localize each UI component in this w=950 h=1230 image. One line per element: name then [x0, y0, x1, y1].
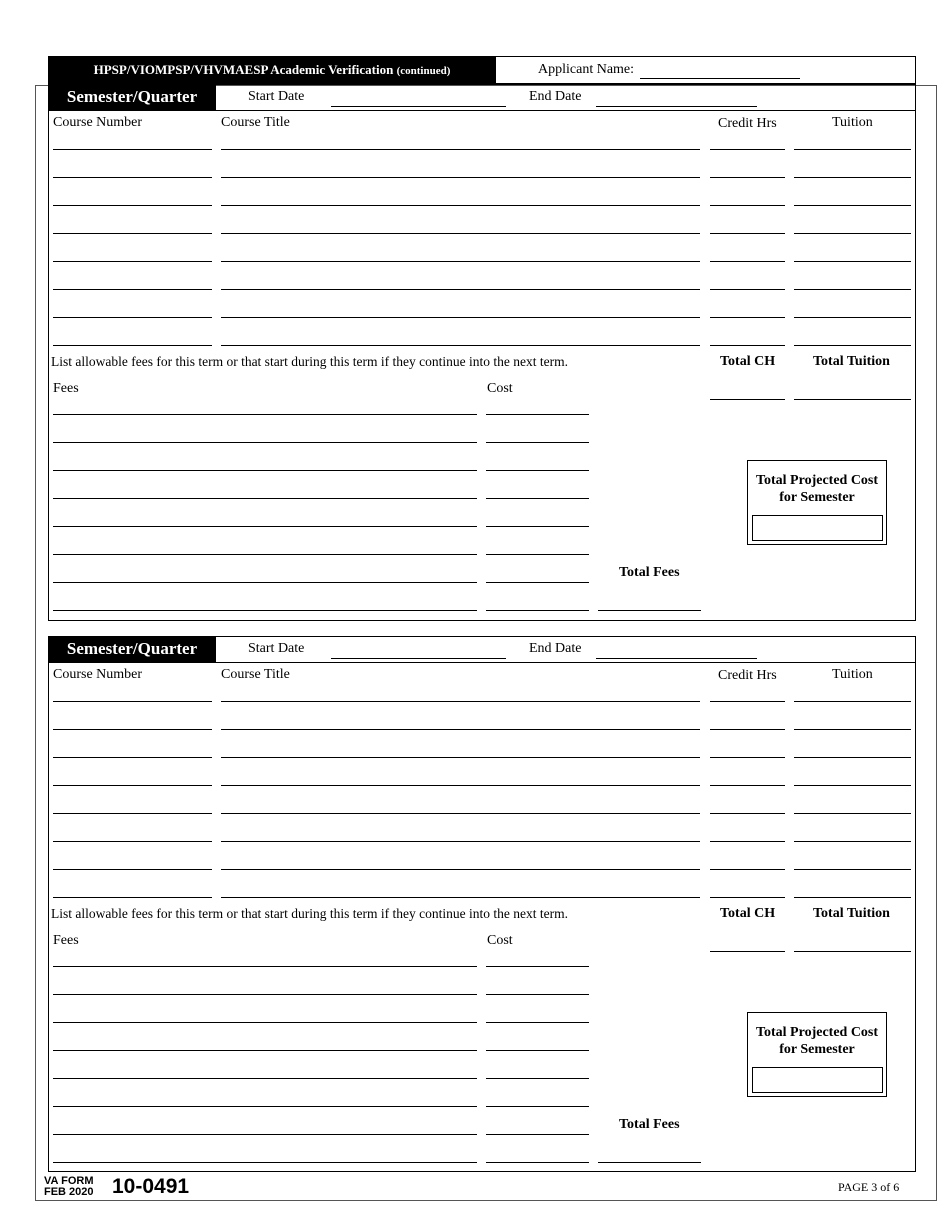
course-title-field[interactable]	[221, 289, 700, 290]
course-title-field[interactable]	[221, 177, 700, 178]
credit-hrs-field[interactable]	[710, 149, 785, 150]
fee-cost-field[interactable]	[486, 1022, 589, 1023]
tuition-field[interactable]	[794, 149, 911, 150]
tuition-field[interactable]	[794, 841, 911, 842]
tuition-field[interactable]	[794, 233, 911, 234]
credit-hrs-field[interactable]	[710, 729, 785, 730]
course-title-field[interactable]	[221, 757, 700, 758]
tuition-field[interactable]	[794, 261, 911, 262]
course-number-field[interactable]	[53, 869, 212, 870]
fee-name-field[interactable]	[53, 1050, 477, 1051]
fee-cost-field[interactable]	[486, 498, 589, 499]
course-number-field[interactable]	[53, 813, 212, 814]
fee-cost-field[interactable]	[486, 1106, 589, 1107]
total-ch-label: Total CH	[720, 906, 776, 921]
course-number-field[interactable]	[53, 757, 212, 758]
start-date-label: Start Date	[248, 89, 305, 104]
total-projected-cost-field[interactable]	[752, 1067, 883, 1093]
fee-name-field[interactable]	[53, 526, 477, 527]
total-ch-label: Total CH	[720, 354, 776, 369]
tuition-header: Tuition	[832, 115, 873, 130]
total-projected-cost-field[interactable]	[752, 515, 883, 541]
course-number-field[interactable]	[53, 149, 212, 150]
tuition-field[interactable]	[794, 345, 911, 346]
form-number: 10-0491	[112, 1175, 190, 1198]
section-divider	[48, 110, 916, 111]
fee-cost-field[interactable]	[486, 526, 589, 527]
page-number: PAGE 3 of 6	[838, 1180, 900, 1194]
credit-hrs-field[interactable]	[710, 345, 785, 346]
fee-cost-field[interactable]	[486, 582, 589, 583]
course-title-header: Course Title	[221, 667, 290, 682]
course-title-field[interactable]	[221, 813, 700, 814]
tuition-field[interactable]	[794, 757, 911, 758]
credit-hrs-field[interactable]	[710, 289, 785, 290]
fee-name-field[interactable]	[53, 498, 477, 499]
total-tuition-label: Total Tuition	[813, 906, 890, 921]
credit-hrs-field[interactable]	[710, 841, 785, 842]
fee-name-field[interactable]	[53, 442, 477, 443]
credit-hrs-field[interactable]	[710, 701, 785, 702]
end-date-field[interactable]	[596, 658, 757, 659]
course-title-field[interactable]	[221, 841, 700, 842]
fee-name-field[interactable]	[53, 582, 477, 583]
course-number-field[interactable]	[53, 345, 212, 346]
section-divider	[48, 662, 916, 663]
course-number-field[interactable]	[53, 729, 212, 730]
course-title-field[interactable]	[221, 261, 700, 262]
tuition-field[interactable]	[794, 205, 911, 206]
tuition-field[interactable]	[794, 813, 911, 814]
form-date: FEB 2020	[44, 1186, 94, 1198]
tuition-field[interactable]	[794, 317, 911, 318]
course-number-field[interactable]	[53, 289, 212, 290]
fee-name-field[interactable]	[53, 470, 477, 471]
fee-cost-field[interactable]	[486, 1134, 589, 1135]
fee-cost-field[interactable]	[486, 966, 589, 967]
course-number-field[interactable]	[53, 261, 212, 262]
fee-name-field[interactable]	[53, 1162, 477, 1163]
total-tuition-label: Total Tuition	[813, 354, 890, 369]
cost-header: Cost	[487, 933, 513, 948]
fee-cost-field[interactable]	[486, 610, 589, 611]
fee-name-field[interactable]	[53, 1078, 477, 1079]
credit-hrs-field[interactable]	[710, 233, 785, 234]
fee-name-field[interactable]	[53, 414, 477, 415]
course-number-field[interactable]	[53, 701, 212, 702]
total-projected-cost-label-2: for Semester	[779, 490, 855, 505]
course-title-header: Course Title	[221, 115, 290, 130]
credit-hrs-field[interactable]	[710, 813, 785, 814]
start-date-field[interactable]	[331, 106, 506, 107]
course-title-field[interactable]	[221, 345, 700, 346]
course-title-field[interactable]	[221, 897, 700, 898]
fee-cost-field[interactable]	[486, 554, 589, 555]
applicant-name-field[interactable]	[640, 78, 800, 79]
fee-cost-field[interactable]	[486, 414, 589, 415]
fees-header: Fees	[53, 933, 79, 948]
total-tuition-field[interactable]	[794, 951, 911, 952]
fees-note: List allowable fees for this term or that start during this term if they continue into the next term.	[51, 354, 568, 369]
start-date-field[interactable]	[331, 658, 506, 659]
course-title-field[interactable]	[221, 205, 700, 206]
credit-hrs-header: Credit Hrs	[718, 668, 777, 683]
credit-hrs-field[interactable]	[710, 177, 785, 178]
end-date-field[interactable]	[596, 106, 757, 107]
fee-name-field[interactable]	[53, 994, 477, 995]
course-number-field[interactable]	[53, 897, 212, 898]
course-title-field[interactable]	[221, 233, 700, 234]
semester-quarter-label: Semester/Quarter	[48, 636, 216, 662]
total-projected-cost-label: Total Projected Cost	[755, 1025, 879, 1040]
applicant-name-label: Applicant Name:	[538, 62, 635, 77]
tuition-field[interactable]	[794, 701, 911, 702]
form-title-text: HPSP/VIOMPSP/VHVMAESP Academic Verification	[93, 62, 394, 77]
credit-hrs-field[interactable]	[710, 317, 785, 318]
fee-name-field[interactable]	[53, 610, 477, 611]
course-title-field[interactable]	[221, 785, 700, 786]
fee-cost-field[interactable]	[486, 1078, 589, 1079]
credit-hrs-field[interactable]	[710, 869, 785, 870]
form-title	[48, 56, 496, 84]
fee-cost-field[interactable]	[486, 994, 589, 995]
fee-cost-field[interactable]	[486, 442, 589, 443]
tuition-field[interactable]	[794, 177, 911, 178]
total-fees-field[interactable]	[598, 1162, 701, 1163]
fee-name-field[interactable]	[53, 554, 477, 555]
course-number-field[interactable]	[53, 233, 212, 234]
tuition-field[interactable]	[794, 729, 911, 730]
credit-hrs-header: Credit Hrs	[718, 116, 777, 131]
tuition-field[interactable]	[794, 785, 911, 786]
form-title-continued: (continued)	[396, 65, 451, 77]
course-number-header: Course Number	[53, 115, 143, 130]
total-ch-field[interactable]	[710, 951, 785, 952]
va-form-label: VA FORM	[44, 1175, 94, 1187]
course-title-field[interactable]	[221, 729, 700, 730]
fees-header: Fees	[53, 381, 79, 396]
course-title-field[interactable]	[221, 149, 700, 150]
fee-cost-field[interactable]	[486, 1162, 589, 1163]
credit-hrs-field[interactable]	[710, 757, 785, 758]
fee-name-field[interactable]	[53, 1022, 477, 1023]
total-projected-cost-label-2: for Semester	[779, 1042, 855, 1057]
course-title-field[interactable]	[221, 317, 700, 318]
fees-note: List allowable fees for this term or that start during this term if they continue into the next term.	[51, 906, 568, 921]
credit-hrs-field[interactable]	[710, 785, 785, 786]
total-ch-field[interactable]	[710, 399, 785, 400]
credit-hrs-field[interactable]	[710, 261, 785, 262]
total-fees-field[interactable]	[598, 610, 701, 611]
credit-hrs-field[interactable]	[710, 205, 785, 206]
total-fees-label: Total Fees	[619, 565, 680, 580]
course-title-field[interactable]	[221, 869, 700, 870]
course-number-field[interactable]	[53, 841, 212, 842]
tuition-field[interactable]	[794, 289, 911, 290]
fee-name-field[interactable]	[53, 966, 477, 967]
course-title-field[interactable]	[221, 701, 700, 702]
end-date-label: End Date	[529, 89, 582, 104]
total-tuition-field[interactable]	[794, 399, 911, 400]
course-number-field[interactable]	[53, 785, 212, 786]
course-number-field[interactable]	[53, 177, 212, 178]
end-date-label: End Date	[529, 641, 582, 656]
course-number-field[interactable]	[53, 317, 212, 318]
cost-header: Cost	[487, 381, 513, 396]
fee-cost-field[interactable]	[486, 1050, 589, 1051]
fee-name-field[interactable]	[53, 1134, 477, 1135]
total-fees-label: Total Fees	[619, 1117, 680, 1132]
total-projected-cost-label: Total Projected Cost	[755, 473, 879, 488]
credit-hrs-field[interactable]	[710, 897, 785, 898]
tuition-field[interactable]	[794, 869, 911, 870]
start-date-label: Start Date	[248, 641, 305, 656]
fee-name-field[interactable]	[53, 1106, 477, 1107]
fee-cost-field[interactable]	[486, 470, 589, 471]
course-number-field[interactable]	[53, 205, 212, 206]
tuition-field[interactable]	[794, 897, 911, 898]
semester-quarter-label: Semester/Quarter	[48, 84, 216, 110]
tuition-header: Tuition	[832, 667, 873, 682]
course-number-header: Course Number	[53, 667, 143, 682]
